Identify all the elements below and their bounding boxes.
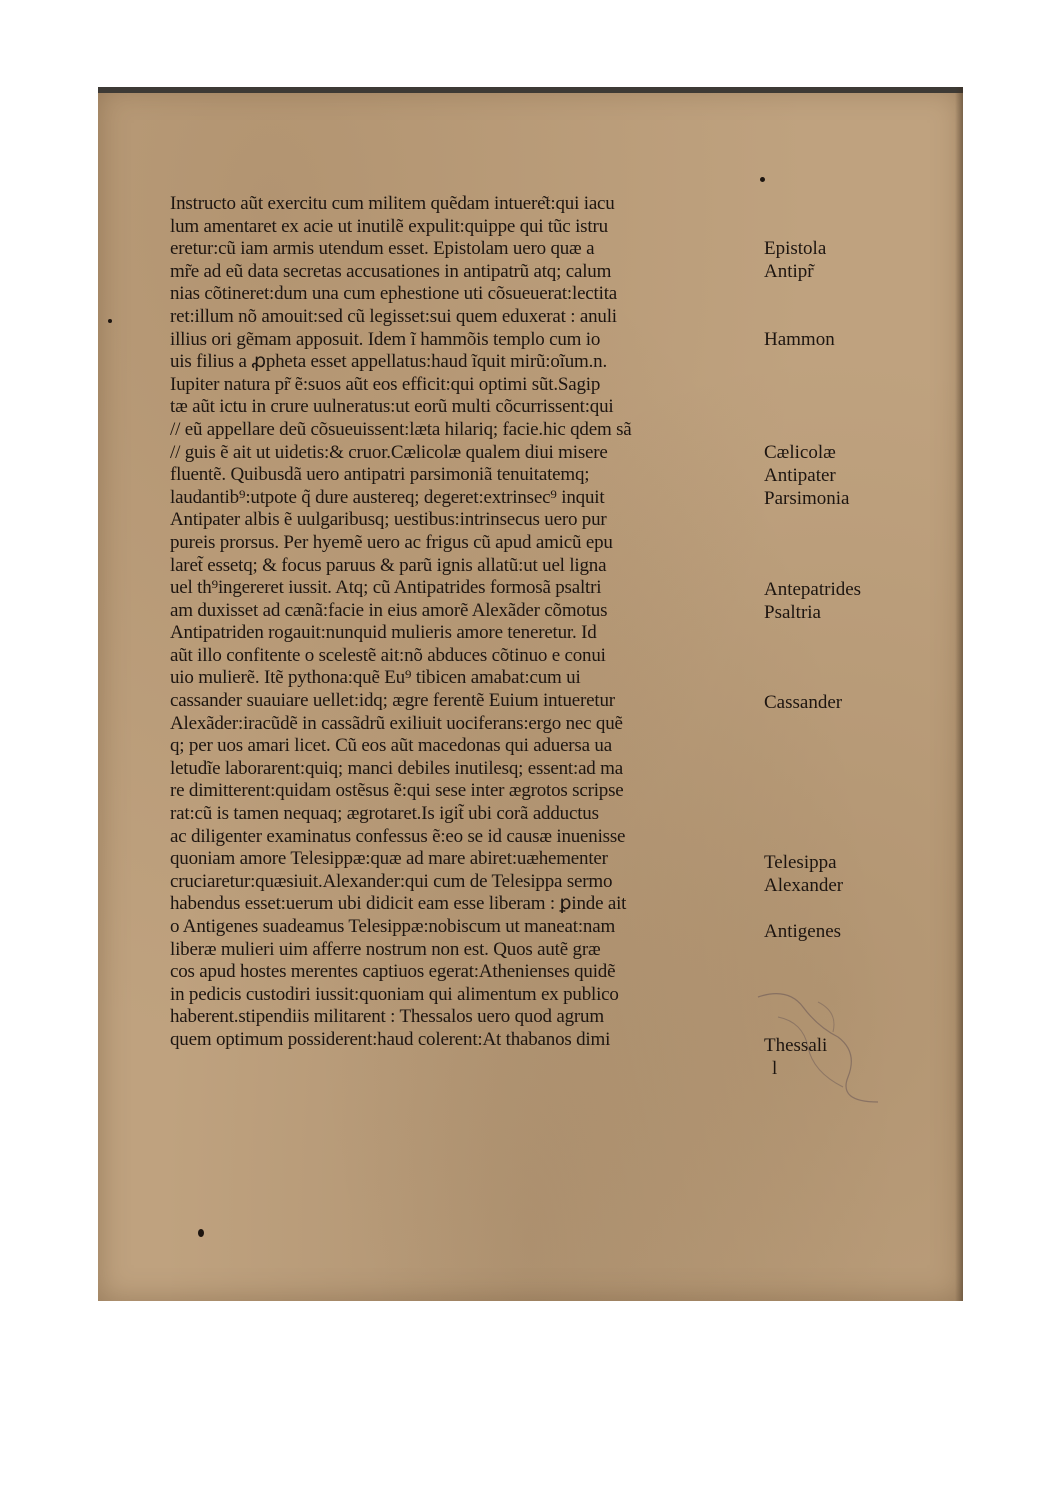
- text-line: // guis ẽ ait ut uidetis:& cruor.Cælicolæ qualem diui misere: [170, 441, 608, 463]
- text-line: ac diligenter examinatus confessus ẽ:eo se id causæ inuenisse: [170, 825, 626, 847]
- marginal-note: Alexander: [764, 875, 844, 896]
- marginal-note: Parsimonia: [764, 488, 850, 509]
- text-line: cos apud hostes merentes captiuos egerat:Athenienses quidẽ: [170, 961, 616, 983]
- text-line: ret:illum nõ amouit:sed cũ legisset:sui quem eduxerat : anuli: [170, 305, 617, 327]
- text-line: pureis prorsus. Per hyemẽ uero ac frigus cũ apud amicũ epu: [170, 531, 613, 553]
- text-line: Antipater albis ẽ uulgaribusq; uestibus:intrinsecus uero pur: [170, 509, 607, 531]
- text-line: Alexãder:iracũdẽ in cassãdrũ exiliuit uociferans:ergo nec quẽ: [170, 712, 623, 734]
- text-line: re dimitterent:quidam ostẽsus ẽ:qui sese inter ægrotos scripse: [170, 780, 624, 802]
- text-line: Instructo aũt exercitu cum militem quẽdam intuere͂t:qui iacu: [170, 193, 615, 214]
- text-line: lum amentaret ex acie ut inutilẽ expulit:quippe qui tũc istru: [170, 215, 608, 237]
- text-line: quem optimum possiderent:haud colerent:At thabanos dimi: [170, 1028, 611, 1050]
- text-line: habendus esset:uerum ubi didicit eam esse liberam : ꝑinde ait: [170, 893, 627, 915]
- text-line: uio mulierẽ. Itẽ pythona:quẽ Eu⁹ tibicen amabat:cum ui: [170, 667, 581, 689]
- text-line: rat:cũ is tamen nequaq; ægrotaret.Is igit̃ ubi corã adductus: [170, 803, 599, 825]
- text-line: Iupiter natura pr̃ ẽ:suos aũt eos efficit:qui optimi sũt.Sagip: [170, 373, 601, 395]
- text-line: q; per uos amari licet. Cũ eos aũt macedonas qui aduersa ua: [170, 735, 612, 757]
- text-line: Antipatriden rogauit:nunquid mulieris amore teneretur. Id: [170, 622, 597, 644]
- text-line: aũt illo confitente o scelestẽ ait:nõ abduces cõtinuo e conui: [170, 644, 606, 666]
- text-line: mr̃e ad eũ data secretas accusationes in antipatrũ atq; calum: [170, 260, 612, 282]
- text-line: am duxisset ad cænã:facie in eius amorẽ Alexãder cõmotus: [170, 599, 608, 621]
- marginal-note: Telesippa: [764, 852, 837, 873]
- text-line: nias cõtineret:dum una cum ephestione uti cõsueuerat:lectita: [170, 283, 618, 305]
- marginal-note: Antipr̃: [764, 261, 814, 282]
- marginal-note: l: [772, 1058, 778, 1079]
- text-line: // eũ appellare deũ cõsueuissent:læta hilariq; facie.hic qdem sã: [170, 418, 632, 440]
- marginal-note: Psaltria: [764, 602, 821, 623]
- text-line: uel th⁹ingereret iussit. Atq; cũ Antipatrides formosã psaltri: [170, 577, 602, 599]
- ink-speck: [198, 1229, 204, 1237]
- text-line: o Antigenes suadeamus Telesippæ:nobiscum ut maneat:nam: [170, 916, 616, 937]
- marginal-note: Hammon: [764, 329, 835, 350]
- text-line: uis filius a ꝓpheta esset appellatus:haud ĩquit mirũ:oĩum.n.: [170, 351, 608, 373]
- marginal-note: Antigenes: [764, 921, 842, 942]
- pen-scribble-mark: [748, 977, 898, 1117]
- marginal-note: Epistola: [764, 238, 827, 259]
- text-line: illius ori gẽmam apposuit. Idem ĩ hammõis templo cum io: [170, 328, 601, 350]
- marginal-note: Antipater: [764, 465, 836, 486]
- ink-speck: [760, 177, 765, 182]
- page-top-edge: [98, 87, 963, 93]
- ink-speck: [108, 319, 112, 323]
- text-line: fluentẽ. Quibusdã uero antipatri parsimoniã tenuitatemq;: [170, 464, 590, 486]
- text-line: in pedicis custodiri iussit:quoniam qui alimentum ex publico: [170, 983, 619, 1005]
- text-line: liberæ mulieri uim afferre nostrum non est. Quos autẽ græ: [170, 938, 601, 960]
- bleed-through-text: [878, 217, 883, 238]
- text-line: laret̃ essetq; & focus paruus & parũ ignis allatũ:ut uel ligna: [170, 554, 607, 576]
- page-right-edge: [955, 87, 963, 1301]
- text-line: laudantib⁹:utpote q̃ dure austereq; degeret:extrinsec⁹ inquit: [170, 486, 605, 508]
- marginal-note: Cælicolæ: [764, 442, 836, 463]
- text-line: cassander suauiare uellet:idq; ægre ferentẽ Euium intueretur: [170, 690, 615, 712]
- marginal-note: Thessali: [764, 1035, 828, 1056]
- main-text-column: [170, 193, 760, 1052]
- text-line: cruciaretur:quæsiuit.Alexander:qui cum de Telesippa sermo: [170, 870, 613, 892]
- marginal-note: Antepatrides: [764, 579, 862, 600]
- text-line: tæ aũt ictu in crure uulneratus:ut eorũ multi cõcurrissent:qui: [170, 396, 614, 418]
- text-line: haberent.stipendiis militarent : Thessalos uero quod agrum: [170, 1006, 604, 1028]
- text-line: letudĩe laborarent:quiq; manci debiles inutilesq; essent:ad ma: [170, 757, 623, 779]
- text-line: quoniam amore Telesippæ:quæ ad mare abiret:uæhementer: [170, 848, 608, 870]
- marginal-note: Cassander: [764, 692, 843, 713]
- scanned-page: [98, 87, 963, 1301]
- text-line: eretur:cũ iam armis utendum esset. Epistolam uero quæ a: [170, 238, 595, 260]
